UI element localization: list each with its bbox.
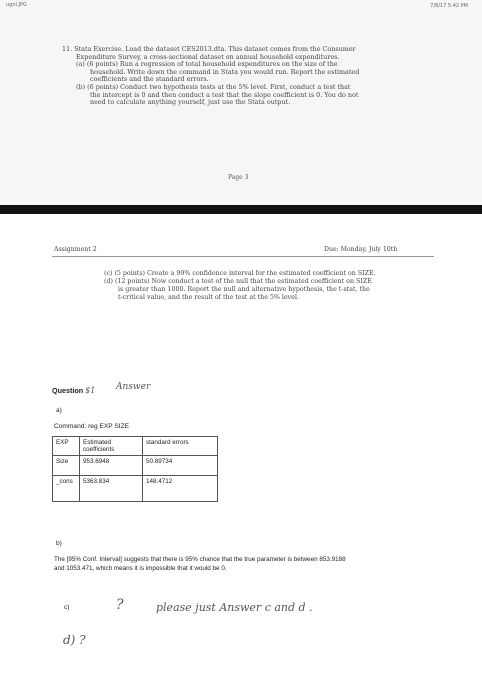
table-cell: Size — [53, 456, 80, 476]
table-header-cell: standard errors — [143, 437, 218, 456]
table-cell: 953.6948 — [80, 456, 143, 476]
handwritten-answer-label: Answer — [116, 382, 151, 392]
q11-a-line2: household. Write down the command in Stata you would run. Report the estimated — [90, 67, 360, 76]
answer-b-line1: The [95% Conf. Interval] suggests that there is 95% chance that the true parameter is between 853.9188 — [54, 556, 346, 563]
question-heading — [52, 386, 95, 395]
question-d-line3: t-critical value, and the result of the test at the 5% level. — [118, 294, 299, 301]
assignment-title: Assignment 2 — [54, 246, 97, 253]
table-cell: 148.4712 — [143, 476, 218, 502]
answer-a-label: a) — [56, 407, 62, 414]
table-header-cell: Estimated coefficients — [80, 437, 143, 456]
answer-c-label: c) — [64, 604, 70, 611]
q11-intro-line1: 11. Stata Exercise. Load the dataset CES2013.dta. This dataset comes from the Consumer — [62, 45, 356, 53]
q11-b-line3: need to calculate anything yourself, just use the Stata output. — [90, 98, 291, 107]
regression-table — [52, 436, 218, 502]
table-cell: 5363.834 — [80, 476, 143, 502]
table-cell: 50.89734 — [143, 456, 218, 476]
table-header-row — [53, 437, 218, 456]
scan-header-left: ugnl.JPG — [6, 2, 27, 8]
scan-header-right: 7/8/17 5:42 PM — [430, 3, 468, 9]
questions-c-d — [104, 270, 434, 302]
q11-intro-line2: Expenditure Survey, a cross-sectional dataset on annual household expenditures. — [76, 52, 340, 61]
stata-command: Command: reg EXP SIZE — [54, 423, 130, 430]
answer-b-text — [54, 556, 434, 573]
question-label: Question — [52, 386, 84, 395]
table-header-cell: EXP — [53, 437, 80, 456]
question-d-line2: is greater than 1000. Report the null and alternative hypothesis, the t-stat, the — [118, 286, 370, 293]
q11-b-line1: (b) (6 points) Conduct two hypothesis tests at the 5% level. First, conduct a test that — [76, 82, 351, 91]
handwritten-question-number: $1 — [85, 386, 96, 395]
page-divider — [0, 205, 482, 214]
question-d-line1: (d) (12 points) Now conduct a test of the null that the estimated coefficient on SIZE — [104, 278, 372, 285]
due-date: Due: Monday, July 10th — [324, 246, 398, 253]
handwritten-note: please just Answer c and d . — [156, 601, 313, 614]
table-row — [53, 456, 218, 476]
page-number: Page 3 — [228, 174, 249, 181]
question-11 — [62, 46, 432, 107]
q11-a-line3: coefficients and the standard errors. — [90, 75, 209, 84]
q11-a-line1: (a) (6 points) Run a regression of total household expenditures on the size of the — [76, 60, 338, 69]
answer-b-label: b) — [56, 540, 62, 547]
handwritten-d-answer: d) ? — [63, 633, 86, 647]
answer-b-line2: and 1053.471, which means it is impossible that it would be 0. — [54, 564, 227, 572]
question-c-text: (c) (5 points) Create a 99% confidence interval for the estimated coefficient on SIZE. — [104, 270, 376, 277]
handwritten-c-question-mark: ? — [116, 597, 124, 613]
q11-b-line2: the intercept is 0 and then conduct a test that the slope coefficient is 0. You do not — [90, 90, 359, 99]
table-cell: _cons — [53, 476, 80, 502]
table-row — [53, 476, 218, 502]
header-rule — [52, 256, 434, 257]
